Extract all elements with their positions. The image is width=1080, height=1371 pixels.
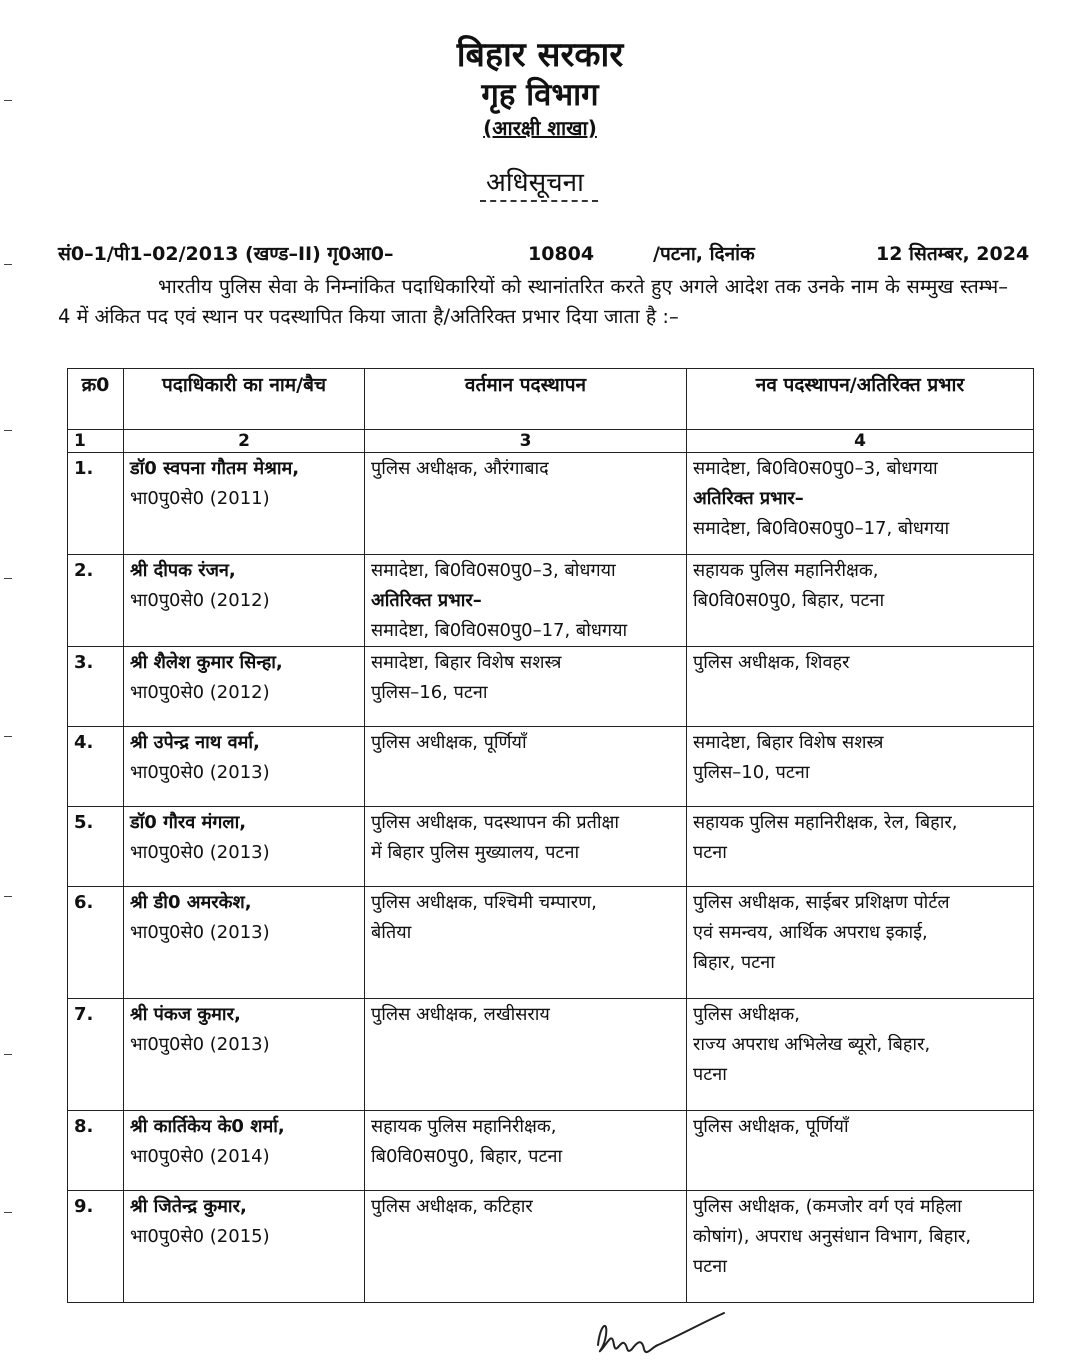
posting-line: पुलिस अधीक्षक, औरंगाबाद <box>371 458 549 479</box>
posting-line: राज्य अपराध अभिलेख ब्यूरो, बिहार, <box>693 1034 931 1055</box>
column-number: 1 <box>68 430 124 453</box>
reference-line <box>58 241 1030 267</box>
officer-name: श्री शैलेश कुमार सिन्हा, <box>130 652 283 673</box>
reference-place: /पटना, दिनांक <box>653 243 755 265</box>
posting-line: बि0वि0स0पु0, बिहार, पटना <box>371 1146 563 1167</box>
new-posting-cell <box>687 887 1034 999</box>
government-title: बिहार सरकार <box>456 35 624 75</box>
table-row <box>68 887 1034 999</box>
officer-cell <box>124 807 365 887</box>
posting-table <box>67 368 1034 1303</box>
posting-line: पुलिस अधीक्षक, शिवहर <box>693 652 850 673</box>
margin-mark <box>4 100 12 101</box>
new-posting-cell <box>687 1191 1034 1303</box>
additional-charge-label: अतिरिक्त प्रभार– <box>693 488 804 509</box>
posting-line: पुलिस अधीक्षक, पूर्णियाँ <box>371 732 527 753</box>
posting-line: समादेष्टा, बिहार विशेष सशस्त्र <box>371 652 562 673</box>
notification-title: अधिसूचना <box>486 168 584 198</box>
branch-title: (आरक्षी शाखा) <box>483 116 597 140</box>
reference-number: 10804 <box>528 243 595 265</box>
header-serial: क्र0 <box>68 369 124 430</box>
officer-cell <box>124 647 365 727</box>
posting-line: सहायक पुलिस महानिरीक्षक, <box>693 560 879 581</box>
notification-underline <box>480 200 598 202</box>
posting-line: पुलिस अधीक्षक, लखीसराय <box>371 1004 550 1025</box>
current-posting-cell <box>365 1191 687 1303</box>
margin-mark <box>4 736 12 737</box>
serial-number: 3. <box>68 647 124 727</box>
new-posting-cell <box>687 555 1034 647</box>
officer-batch: भा0पु0से0 (2011) <box>130 488 270 509</box>
posting-line: पुलिस अधीक्षक, पदस्थापन की प्रतीक्षा <box>371 812 620 833</box>
current-posting-cell <box>365 727 687 807</box>
serial-number: 2. <box>68 555 124 647</box>
current-posting-cell <box>365 647 687 727</box>
officer-batch: भा0पु0से0 (2012) <box>130 682 270 703</box>
officer-name: श्री उपेन्द्र नाथ वर्मा, <box>130 732 260 753</box>
officer-name: श्री कार्तिकेय के0 शर्मा, <box>130 1116 285 1137</box>
margin-mark <box>4 264 12 265</box>
header-current-posting: वर्तमान पदस्थापन <box>365 369 687 430</box>
additional-charge-posting: समादेष्टा, बि0वि0स0पु0–17, बोधगया <box>371 620 628 641</box>
posting-line: बिहार, पटना <box>693 952 775 973</box>
table-row <box>68 453 1034 555</box>
officer-cell <box>124 887 365 999</box>
new-posting-cell <box>687 1111 1034 1191</box>
new-posting-cell <box>687 453 1034 555</box>
posting-line: एवं समन्वय, आर्थिक अपराध इकाई, <box>693 922 928 943</box>
table-row <box>68 1111 1034 1191</box>
margin-mark <box>4 896 12 897</box>
serial-number: 6. <box>68 887 124 999</box>
officer-name: श्री जितेन्द्र कुमार, <box>130 1196 247 1217</box>
officer-batch: भा0पु0से0 (2014) <box>130 1146 270 1167</box>
new-posting-cell <box>687 727 1034 807</box>
current-posting-cell <box>365 1111 687 1191</box>
posting-line: पुलिस अधीक्षक, पूर्णियाँ <box>693 1116 849 1137</box>
serial-number: 9. <box>68 1191 124 1303</box>
table-row <box>68 555 1034 647</box>
header-officer-name: पदाधिकारी का नाम/बैच <box>124 369 365 430</box>
current-posting-cell <box>365 807 687 887</box>
table-row <box>68 1191 1034 1303</box>
table-body <box>68 453 1034 1303</box>
current-posting-cell <box>365 453 687 555</box>
officer-cell <box>124 1111 365 1191</box>
margin-mark <box>4 430 12 431</box>
posting-line: समादेष्टा, बि0वि0स0पु0–3, बोधगया <box>371 560 616 581</box>
department-title: गृह विभाग <box>481 77 599 113</box>
officer-name: डॉ0 गौरव मंगला, <box>130 812 247 833</box>
officer-batch: भा0पु0से0 (2012) <box>130 590 270 611</box>
posting-line: पटना <box>693 1256 727 1277</box>
officer-cell <box>124 999 365 1111</box>
table-row <box>68 647 1034 727</box>
additional-charge-posting: समादेष्टा, बि0वि0स0पु0–17, बोधगया <box>693 518 950 539</box>
posting-line: में बिहार पुलिस मुख्यालय, पटना <box>371 842 580 863</box>
posting-line: कोषांग), अपराध अनुसंधान विभाग, बिहार, <box>693 1226 972 1247</box>
officer-name: श्री दीपक रंजन, <box>130 560 236 581</box>
additional-charge-label: अतिरिक्त प्रभार– <box>371 590 482 611</box>
officer-cell <box>124 727 365 807</box>
column-number-row <box>68 430 1034 453</box>
posting-line: पुलिस अधीक्षक, साईबर प्रशिक्षण पोर्टल <box>693 892 950 913</box>
officer-batch: भा0पु0से0 (2013) <box>130 1034 270 1055</box>
posting-line: पुलिस अधीक्षक, <box>693 1004 800 1025</box>
officer-name: श्री डी0 अमरकेश, <box>130 892 252 913</box>
table-row <box>68 807 1034 887</box>
posting-line: समादेष्टा, बिहार विशेष सशस्त्र <box>693 732 884 753</box>
posting-line: सहायक पुलिस महानिरीक्षक, <box>371 1116 557 1137</box>
intro-paragraph: भारतीय पुलिस सेवा के निम्नांकित पदाधिकारियों को स्थानांतरित करते हुए अगले आदेश तक उनके नाम के सम्मुख स्तम्भ–4 में अंकित पद एवं स्थान पर पदस्थापित किया जाता है/अतिरिक्त प्रभार दिया जाता है :– <box>58 275 1008 328</box>
new-posting-cell <box>687 807 1034 887</box>
officer-name: श्री पंकज कुमार, <box>130 1004 241 1025</box>
officer-cell <box>124 1191 365 1303</box>
officer-batch: भा0पु0से0 (2015) <box>130 1226 270 1247</box>
posting-line: पुलिस अधीक्षक, कटिहार <box>371 1196 533 1217</box>
new-posting-cell <box>687 999 1034 1111</box>
posting-line: पुलिस–16, पटना <box>371 682 488 703</box>
table-header-row <box>68 369 1034 430</box>
officer-cell <box>124 555 365 647</box>
column-number: 4 <box>687 430 1034 453</box>
signature <box>590 1305 730 1365</box>
posting-line: पुलिस अधीक्षक, पश्चिमी चम्पारण, <box>371 892 597 913</box>
margin-mark <box>4 1054 12 1055</box>
posting-line: पटना <box>693 1064 727 1085</box>
posting-line: समादेष्टा, बि0वि0स0पु0–3, बोधगया <box>693 458 938 479</box>
posting-line: पुलिस–10, पटना <box>693 762 810 783</box>
officer-cell <box>124 453 365 555</box>
serial-number: 7. <box>68 999 124 1111</box>
posting-line: पटना <box>693 842 727 863</box>
officer-batch: भा0पु0से0 (2013) <box>130 842 270 863</box>
posting-line: बेतिया <box>371 922 412 943</box>
posting-line: सहायक पुलिस महानिरीक्षक, रेल, बिहार, <box>693 812 958 833</box>
posting-line: पुलिस अधीक्षक, (कमजोर वर्ग एवं महिला <box>693 1196 962 1217</box>
officer-batch: भा0पु0से0 (2013) <box>130 922 270 943</box>
officer-name: डॉ0 स्वपना गौतम मेश्राम, <box>130 458 300 479</box>
header-new-posting: नव पदस्थापन/अतिरिक्त प्रभार <box>687 369 1034 430</box>
new-posting-cell <box>687 647 1034 727</box>
posting-line: बि0वि0स0पु0, बिहार, पटना <box>693 590 885 611</box>
table-row <box>68 727 1034 807</box>
column-number: 2 <box>124 430 365 453</box>
reference-number-prefix: सं0–1/पी1–02/2013 (खण्ड–II) गृ0आ0– <box>58 243 394 265</box>
serial-number: 8. <box>68 1111 124 1191</box>
column-number: 3 <box>365 430 687 453</box>
margin-mark <box>4 578 12 579</box>
current-posting-cell <box>365 555 687 647</box>
reference-date: 12 सितम्बर, 2024 <box>876 243 1030 265</box>
current-posting-cell <box>365 887 687 999</box>
table-row <box>68 999 1034 1111</box>
current-posting-cell <box>365 999 687 1111</box>
serial-number: 1. <box>68 453 124 555</box>
serial-number: 5. <box>68 807 124 887</box>
officer-batch: भा0पु0से0 (2013) <box>130 762 270 783</box>
margin-mark <box>4 1212 12 1213</box>
serial-number: 4. <box>68 727 124 807</box>
